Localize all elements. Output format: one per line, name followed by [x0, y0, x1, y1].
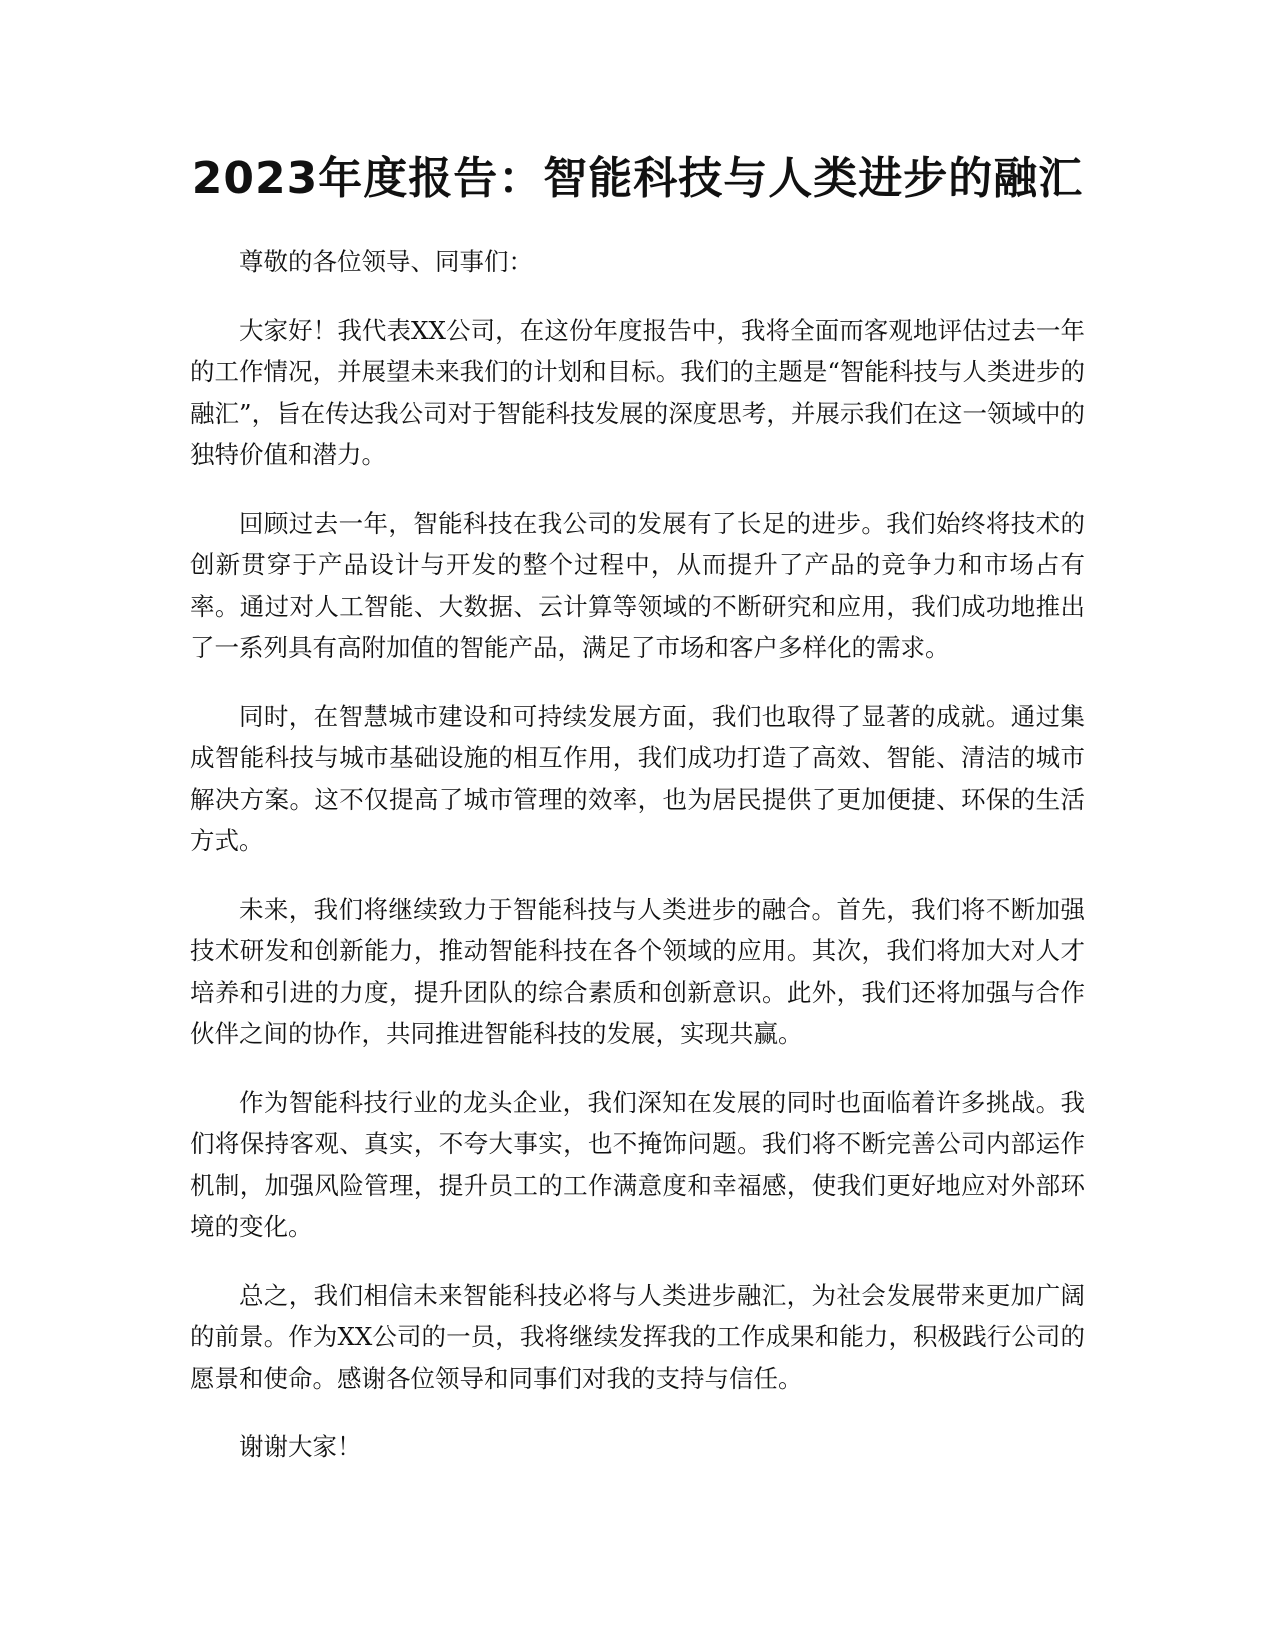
paragraph-intro: 大家好！我代表XX公司，在这份年度报告中，我将全面而客观地评估过去一年的工作情况，并展望未来我们的计划和目标。我们的主题是“智能科技与人类进步的融汇”，旨在传达我公司对于智能科技发展的深度思考，并展示我们在这一领域中的独特价值和潜力。 — [190, 315, 1085, 469]
paragraph-smart-city: 同时，在智慧城市建设和可持续发展方面，我们也取得了显著的成就。通过集成智能科技与城市基础设施的相互作用，我们成功打造了高效、智能、清洁的城市解决方案。这不仅提高了城市管理的效率，也为居民提供了更加便捷、环保的生活方式。 — [190, 701, 1085, 855]
salutation: 尊敬的各位领导、同事们： — [239, 247, 533, 276]
paragraph-future: 未来，我们将继续致力于智能科技与人类进步的融合。首先，我们将不断加强技术研发和创新能力，推动智能科技在各个领域的应用。其次，我们将加大对人才培养和引进的力度，提升团队的综合素质和创新意识。此外，我们还将加强与合作伙伴之间的协作，共同推进智能科技的发展，实现共赢。 — [190, 894, 1085, 1048]
closing: 谢谢大家！ — [239, 1432, 362, 1461]
paragraph-challenges: 作为智能科技行业的龙头企业，我们深知在发展的同时也面临着许多挑战。我们将保持客观、真实，不夸大事实，也不掩饰问题。我们将不断完善公司内部运作机制，加强风险管理，提升员工的工作满意度和幸福感，使我们更好地应对外部环境的变化。 — [190, 1087, 1085, 1241]
document-title: 2023年度报告：智能科技与人类进步的融汇 — [191, 153, 1084, 204]
paragraph-review: 回顾过去一年，智能科技在我公司的发展有了长足的进步。我们始终将技术的创新贯穿于产品设计与开发的整个过程中，从而提升了产品的竞争力和市场占有率。通过对人工智能、大数据、云计算等领域的不断研究和应用，我们成功地推出了一系列具有高附加值的智能产品，满足了市场和客户多样化的需求。 — [190, 508, 1085, 662]
paragraph-conclusion: 总之，我们相信未来智能科技必将与人类进步融汇，为社会发展带来更加广阔的前景。作为XX公司的一员，我将继续发挥我的工作成果和能力，积极践行公司的愿景和使命。感谢各位领导和同事们对我的支持与信任。 — [190, 1280, 1085, 1393]
